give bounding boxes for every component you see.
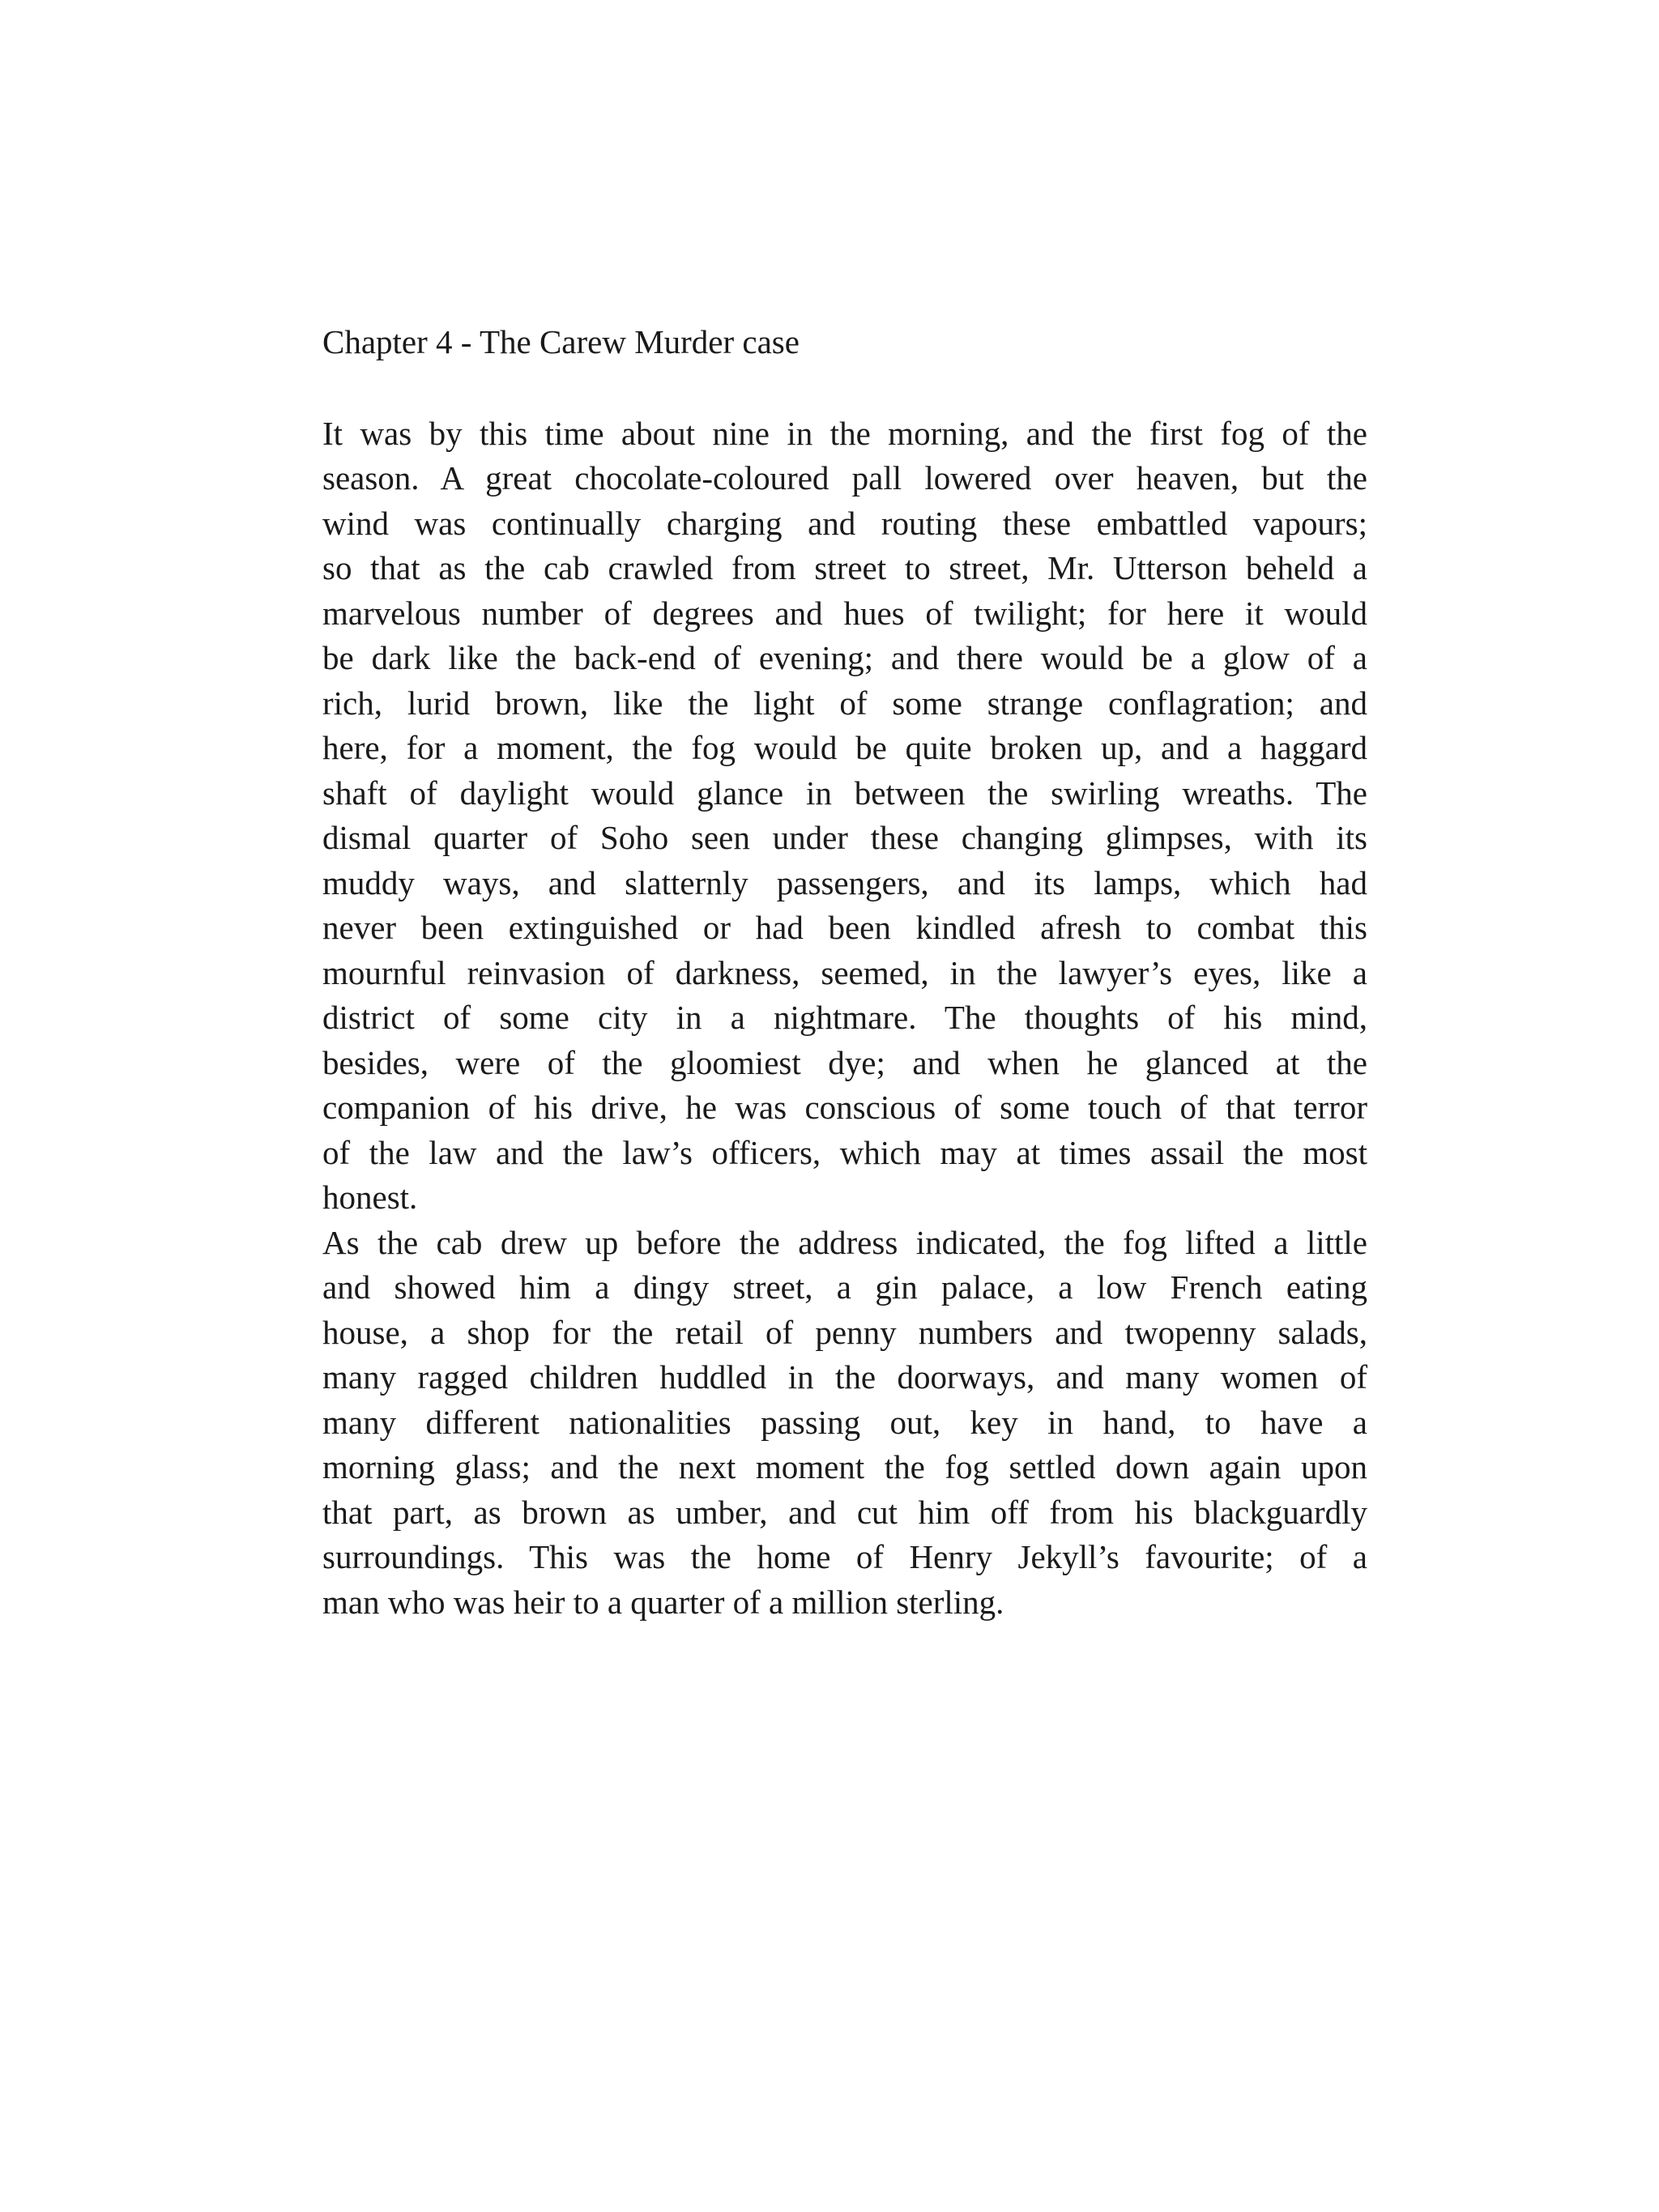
text-line: honest.: [322, 1178, 418, 1216]
paragraph: [322, 411, 1367, 1221]
text-line: so that as the cab crawled from street to street, Mr. Utterson beheld a: [322, 549, 1367, 586]
text-line: be dark like the back-end of evening; and there would be a glow of a: [322, 639, 1367, 676]
text-line: wind was continually charging and routing these embattled vapours;: [322, 504, 1367, 542]
text-line: many ragged children huddled in the doorways, and many women of: [322, 1358, 1367, 1396]
chapter-title: Chapter 4 - The Carew Murder case: [322, 323, 800, 360]
text-line: never been extinguished or had been kindled afresh to combat this: [322, 909, 1367, 946]
text-line: It was by this time about nine in the morning, and the first fog of the: [322, 414, 1367, 452]
paragraph: [322, 1221, 1367, 1626]
text-line: morning glass; and the next moment the fog settled down again upon: [322, 1448, 1367, 1485]
text-line: rich, lurid brown, like the light of some strange conflagration; and: [322, 684, 1367, 722]
text-line: that part, as brown as umber, and cut him off from his blackguardly: [322, 1493, 1367, 1531]
text-block: [322, 320, 1367, 1625]
text-line: marvelous number of degrees and hues of twilight; for here it would: [322, 594, 1367, 632]
text-line: of the law and the law’s officers, which may at times assail the most: [322, 1133, 1367, 1171]
text-line: here, for a moment, the fog would be quite broken up, and a haggard: [322, 729, 1367, 766]
text-line: shaft of daylight would glance in between the swirling wreaths. The: [322, 774, 1367, 812]
text-line: season. A great chocolate-coloured pall lowered over heaven, but the: [322, 459, 1367, 497]
text-line: district of some city in a nightmare. The thoughts of his mind,: [322, 999, 1367, 1036]
text-line: house, a shop for the retail of penny numbers and twopenny salads,: [322, 1313, 1367, 1351]
text-line: many different nationalities passing out, key in hand, to have a: [322, 1403, 1367, 1441]
text-line: besides, were of the gloomiest dye; and when he glanced at the: [322, 1043, 1367, 1081]
text-line: and showed him a dingy street, a gin palace, a low French eating: [322, 1268, 1367, 1306]
text-line: man who was heir to a quarter of a million sterling.: [322, 1583, 1004, 1621]
text-line: As the cab drew up before the address indicated, the fog lifted a little: [322, 1223, 1367, 1261]
text-line: companion of his drive, he was conscious of some touch of that terror: [322, 1089, 1367, 1126]
text-line: muddy ways, and slatternly passengers, and its lamps, which had: [322, 863, 1367, 901]
text-line: dismal quarter of Soho seen under these changing glimpses, with its: [322, 819, 1367, 856]
text-line: mournful reinvasion of darkness, seemed, in the lawyer’s eyes, like a: [322, 953, 1367, 991]
text-line: surroundings. This was the home of Henry Jekyll’s favourite; of a: [322, 1538, 1367, 1575]
